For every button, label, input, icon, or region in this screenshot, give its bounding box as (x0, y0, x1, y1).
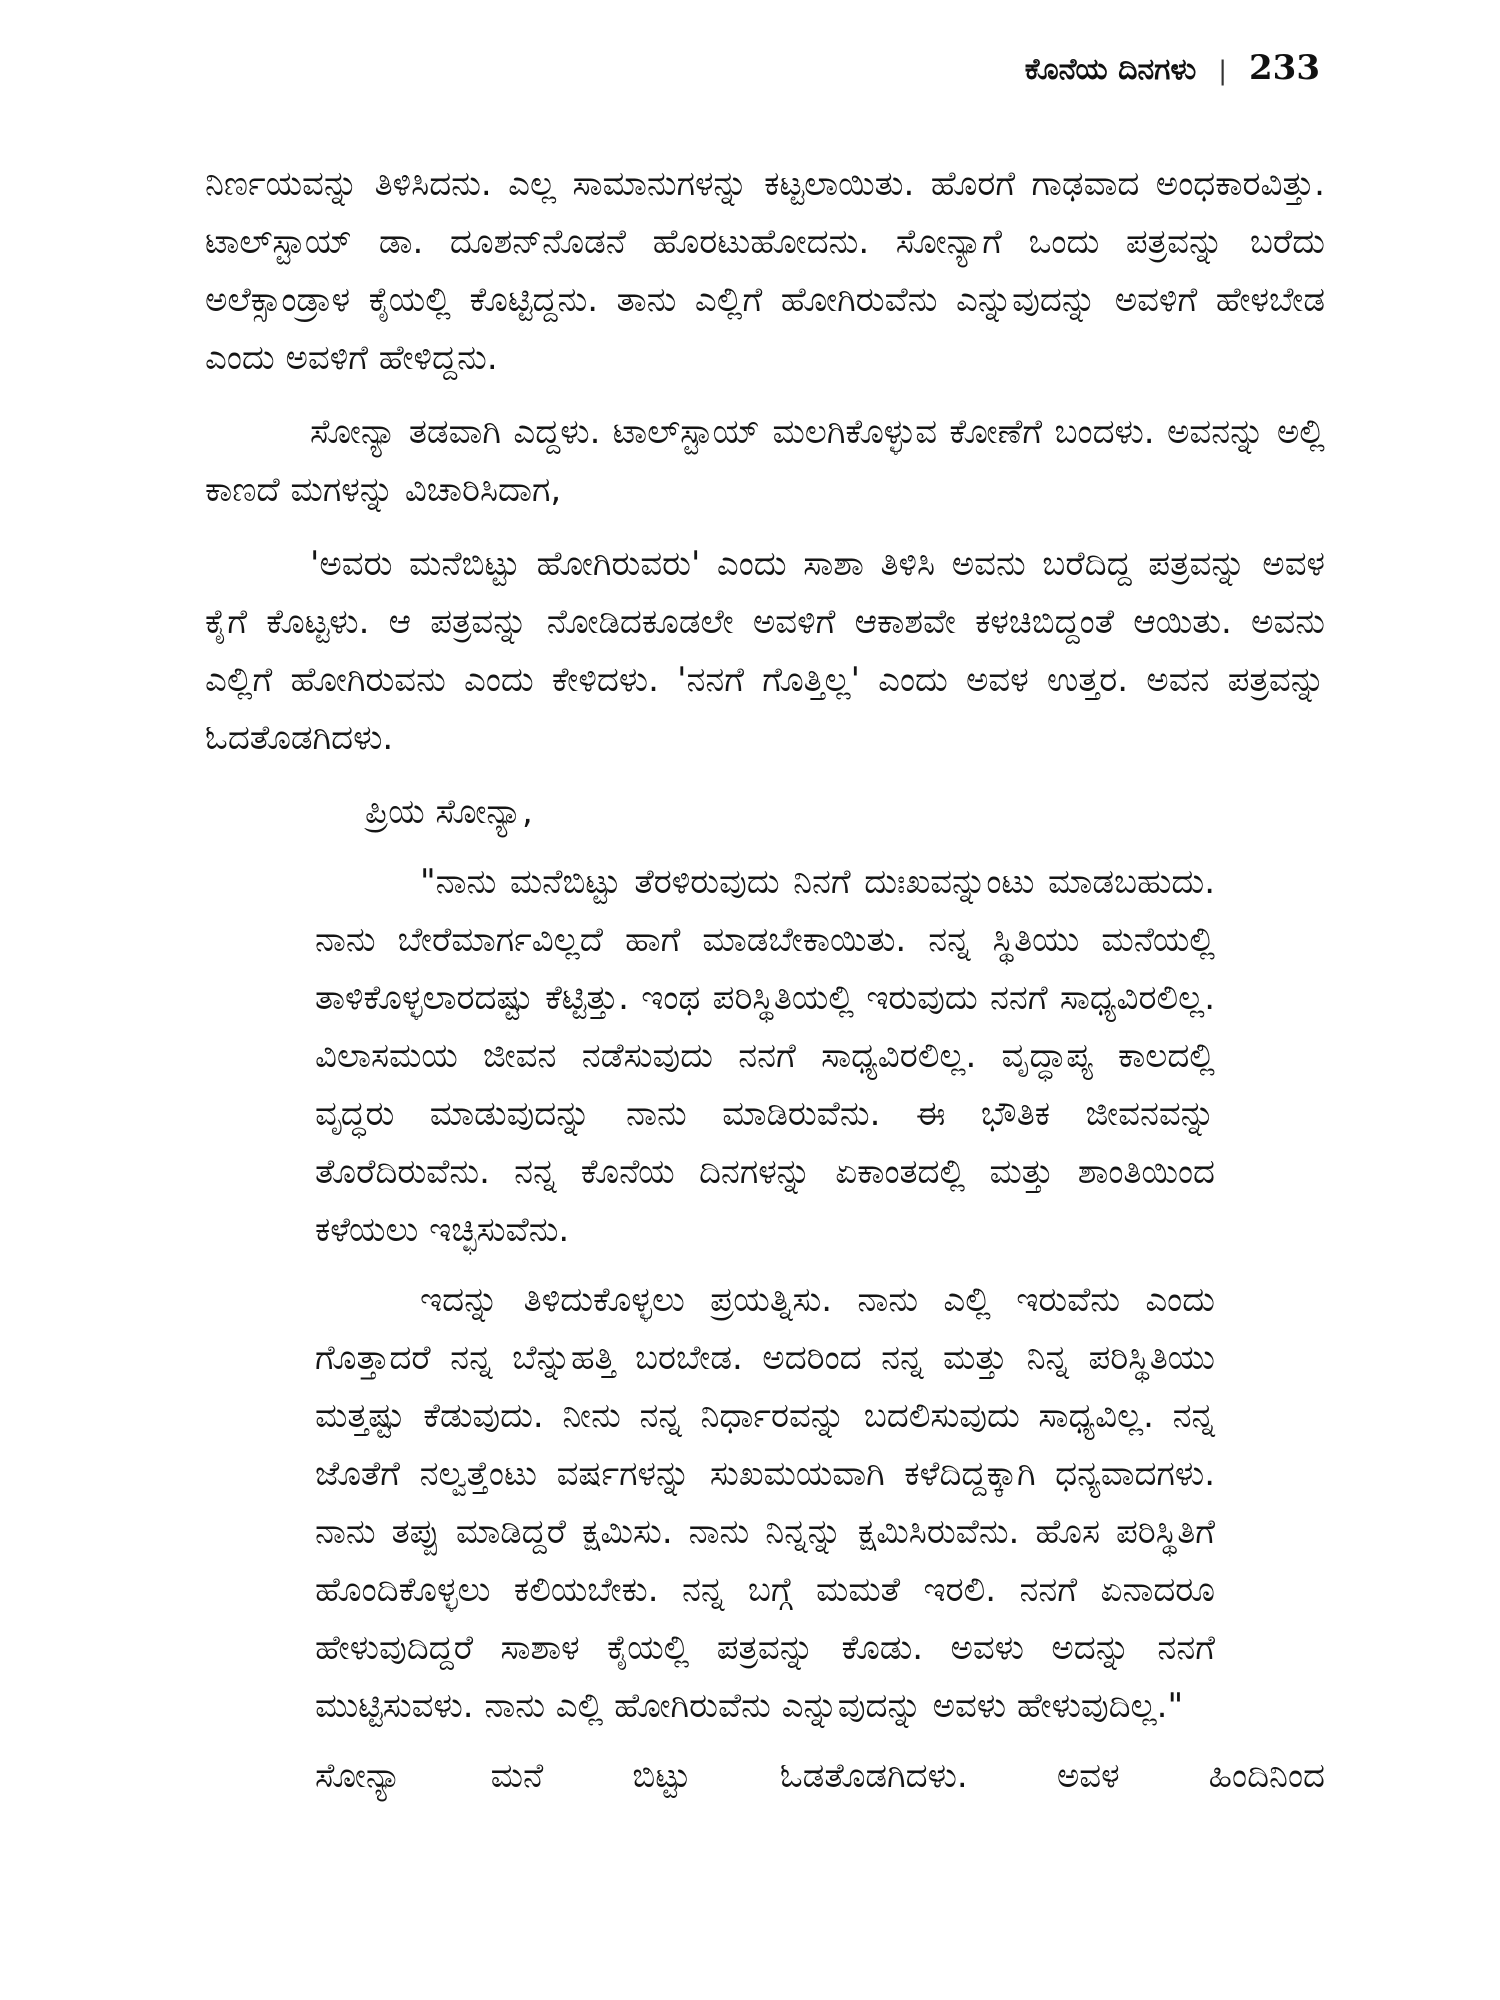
paragraph: 'ಅವರು ಮನೆಬಿಟ್ಟು ಹೋಗಿರುವರು' ಎಂದು ಸಾಶಾ ತಿಳಿಸಿ ಅವನು ಬರೆದಿದ್ದ ಪತ್ರವನ್ನು ಅವಳ ಕೈಗೆ ಕೊಟ್ಟಳು. ಆ ಪತ್ರವನ್ನು ನೋಡಿದಕೂಡಲೇ ಅವಳಿಗೆ ಆಕಾಶವೇ ಕಳಚಿಬಿದ್ದಂತೆ ಆಯಿತು. ಅವನು ಎಲ್ಲಿಗೆ ಹೋಗಿರುವನು ಎಂದು ಕೇಳಿದಳು. 'ನನಗೆ ಗೊತ್ತಿಲ್ಲ' ಎಂದು ಅವಳ ಉತ್ತರ. ಅವನ ಪತ್ರವನ್ನು ಓದತೊಡಗಿದಳು. (205, 544, 1325, 758)
running-header (1025, 48, 1320, 88)
letter-block (315, 783, 1215, 1735)
paragraph: ನಿರ್ಣಯವನ್ನು ತಿಳಿಸಿದನು. ಎಲ್ಲ ಸಾಮಾನುಗಳನ್ನು ಕಟ್ಟಲಾಯಿತು. ಹೊರಗೆ ಗಾಢವಾದ ಅಂಧಕಾರವಿತ್ತು. ಟಾಲ್‌ಸ್ಟಾಯ್ ಡಾ. ದೂಶನ್‌ನೊಡನೆ ಹೊರಟುಹೋದನು. ಸೋನ್ಯಾಗೆ ಒಂದು ಪತ್ರವನ್ನು ಬರೆದು ಅಲೆಕ್ಸಾಂಡ್ರಾಳ ಕೈಯಲ್ಲಿ ಕೊಟ್ಟಿದ್ದನು. ತಾನು ಎಲ್ಲಿಗೆ ಹೋಗಿರುವೆನು ಎನ್ನುವುದನ್ನು ಅವಳಿಗೆ ಹೇಳಬೇಡ ಎಂದು ಅವಳಿಗೆ ಹೇಳಿದ್ದನು. (205, 164, 1325, 378)
page-number: 233 (1249, 48, 1320, 88)
paragraph: ಸೋನ್ಯಾ ತಡವಾಗಿ ಎದ್ದಳು. ಟಾಲ್‌ಸ್ಟಾಯ್ ಮಲಗಿಕೊಳ್ಳುವ ಕೋಣೆಗೆ ಬಂದಳು. ಅವನನ್ನು ಅಲ್ಲಿ ಕಾಣದೆ ಮಗಳನ್ನು ವಿಚಾರಿಸಿದಾಗ, (205, 412, 1325, 510)
letter-paragraph: ಇದನ್ನು ತಿಳಿದುಕೊಳ್ಳಲು ಪ್ರಯತ್ನಿಸು. ನಾನು ಎಲ್ಲಿ ಇರುವೆನು ಎಂದು ಗೊತ್ತಾದರೆ ನನ್ನ ಬೆನ್ನುಹತ್ತಿ ಬರಬೇಡ. ಅದರಿಂದ ನನ್ನ ಮತ್ತು ನಿನ್ನ ಪರಿಸ್ಥಿತಿಯು ಮತ್ತಷ್ಟು ಕೆಡುವುದು. ನೀನು ನನ್ನ ನಿರ್ಧಾರವನ್ನು ಬದಲಿಸುವುದು ಸಾಧ್ಯವಿಲ್ಲ. ನನ್ನ ಜೊತೆಗೆ ನಲ್ವತ್ತೆಂಟು ವರ್ಷಗಳನ್ನು ಸುಖಮಯವಾಗಿ ಕಳೆದಿದ್ದಕ್ಕಾಗಿ ಧನ್ಯವಾದಗಳು. ನಾನು ತಪ್ಪು ಮಾಡಿದ್ದರೆ ಕ್ಷಮಿಸು. ನಾನು ನಿನ್ನನ್ನು ಕ್ಷಮಿಸಿರುವೆನು. ಹೊಸ ಪರಿಸ್ಥಿತಿಗೆ ಹೊಂದಿಕೊಳ್ಳಲು ಕಲಿಯಬೇಕು. ನನ್ನ ಬಗ್ಗೆ ಮಮತೆ ಇರಲಿ. ನನಗೆ ಏನಾದರೂ ಹೇಳುವುದಿದ್ದರೆ ಸಾಶಾಳ ಕೈಯಲ್ಲಿ ಪತ್ರವನ್ನು ಕೊಡು. ಅವಳು ಅದನ್ನು ನನಗೆ ಮುಟ್ಟಿಸುವಳು. ನಾನು ಎಲ್ಲಿ ಹೋಗಿರುವೆನು ಎನ್ನುವುದನ್ನು ಅವಳು ಹೇಳುವುದಿಲ್ಲ." (315, 1280, 1215, 1726)
letter-paragraph: "ನಾನು ಮನೆಬಿಟ್ಟು ತೆರಳಿರುವುದು ನಿನಗೆ ದುಃಖವನ್ನುಂಟು ಮಾಡಬಹುದು. ನಾನು ಬೇರೆಮಾರ್ಗವಿಲ್ಲದೆ ಹಾಗೆ ಮಾಡಬೇಕಾಯಿತು. ನನ್ನ ಸ್ಥಿತಿಯು ಮನೆಯಲ್ಲಿ ತಾಳಿಕೊಳ್ಳಲಾರದಷ್ಟು ಕೆಟ್ಟಿತ್ತು. ಇಂಥ ಪರಿಸ್ಥಿತಿಯಲ್ಲಿ ಇರುವುದು ನನಗೆ ಸಾಧ್ಯವಿರಲಿಲ್ಲ. ವಿಲಾಸಮಯ ಜೀವನ ನಡೆಸುವುದು ನನಗೆ ಸಾಧ್ಯವಿರಲಿಲ್ಲ. ವೃದ್ಧಾಪ್ಯ ಕಾಲದಲ್ಲಿ ವೃದ್ಧರು ಮಾಡುವುದನ್ನು ನಾನು ಮಾಡಿರುವೆನು. ಈ ಭೌತಿಕ ಜೀವನವನ್ನು ತೊರೆದಿರುವೆನು. ನನ್ನ ಕೊನೆಯ ದಿನಗಳನ್ನು ಏಕಾಂತದಲ್ಲಿ ಮತ್ತು ಶಾಂತಿಯಿಂದ ಕಳೆಯಲು ಇಚ್ಛಿಸುವೆನು. (315, 862, 1215, 1250)
body-text (205, 155, 1325, 1805)
header-separator: | (1218, 56, 1228, 86)
closing-line: ಸೋನ್ಯಾ ಮನೆ ಬಿಟ್ಟು ಓಡತೊಡಗಿದಳು. ಅವಳ ಹಿಂದಿನಿಂದ (315, 1756, 1325, 1796)
letter-salutation: ಪ್ರಿಯ ಸೋನ್ಯಾ, (365, 792, 533, 832)
chapter-title: ಕೊನೆಯ ದಿನಗಳು (1024, 52, 1197, 87)
